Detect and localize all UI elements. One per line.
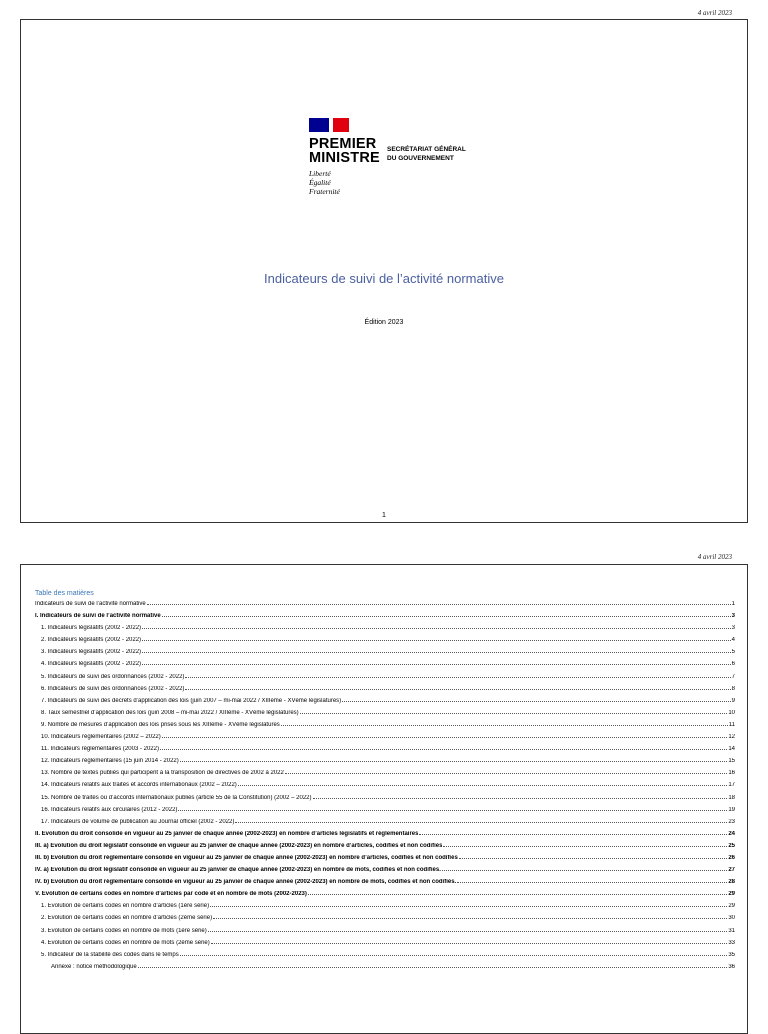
toc-entry[interactable] — [35, 625, 735, 637]
toc-page — [20, 564, 748, 1034]
toc-entry-page: 12 — [728, 734, 735, 741]
toc-entry[interactable] — [35, 952, 735, 964]
toc-entry-label: 2. Indicateurs législatifs (2002 - 2022) — [41, 637, 142, 644]
toc-entry-label: Annexe : notice méthodologique — [51, 963, 137, 970]
toc-entry[interactable] — [35, 940, 735, 952]
toc-entry[interactable] — [35, 915, 735, 927]
toc-entry-label: IV. b) Évolution du droit réglementaire consolidé en vigueur au 25 janvier de chaque année (2002-2023) en nombre de mots, codifiés et non codifiés. — [35, 879, 457, 886]
toc-entry-label: 15. Nombre de traités ou d’accords internationaux publiés (article 55 de la Constitution) (2002 – 2022) — [41, 794, 312, 801]
toc-entry-page: 9 — [731, 697, 735, 704]
toc-entry-page: 6 — [731, 661, 735, 668]
header-date-page2: 4 avril 2023 — [697, 553, 732, 561]
toc-leader-dots — [285, 773, 727, 774]
toc-entry[interactable] — [35, 661, 735, 673]
toc-entry-label: 5. Indicateur de la stabilité des codes dans le temps — [41, 951, 179, 958]
toc-entry[interactable] — [35, 879, 735, 891]
toc-entry[interactable] — [35, 698, 735, 710]
table-of-contents — [35, 601, 735, 976]
toc-leader-dots — [442, 870, 727, 871]
toc-entry-label: 11. Indicateurs réglementaires (2003 - 2022) — [41, 746, 159, 753]
toc-entry-label: IV. a) Évolution du droit législatif consolidé en vigueur au 25 janvier de chaque année (2002-2023) en nombre de mots, codifiés et non codifiés. — [35, 867, 441, 874]
toc-entry-page: 4 — [731, 637, 735, 644]
toc-entry[interactable] — [35, 795, 735, 807]
toc-leader-dots — [300, 713, 728, 714]
toc-entry[interactable] — [35, 710, 735, 722]
document-title: Indicateurs de suivi de l’activité normative — [264, 271, 504, 286]
toc-leader-dots — [457, 882, 727, 883]
toc-entry-page: 5 — [731, 649, 735, 656]
toc-leader-dots — [459, 858, 728, 859]
toc-entry-page: 19 — [728, 806, 735, 813]
toc-leader-dots — [238, 785, 728, 786]
edition-label: Édition 2023 — [364, 319, 404, 326]
toc-entry[interactable] — [35, 891, 735, 903]
toc-entry-page: 29 — [728, 903, 735, 910]
toc-entry[interactable] — [35, 903, 735, 915]
toc-leader-dots — [211, 943, 728, 944]
toc-entry-label: 17. Indicateurs de volume de publication au Journal officiel (2002 - 2022) — [41, 818, 235, 825]
toc-entry[interactable] — [35, 867, 735, 879]
toc-entry-page: 23 — [728, 818, 735, 825]
toc-entry-label: 3. Indicateurs législatifs (2002 - 2022) — [41, 649, 142, 656]
toc-entry-page: 3 — [731, 625, 735, 632]
toc-leader-dots — [308, 894, 727, 895]
toc-entry-page: 3 — [731, 613, 735, 620]
toc-entry[interactable] — [35, 770, 735, 782]
toc-entry-page: 36 — [728, 963, 735, 970]
toc-entry-label: 12. Indicateurs réglementaires (15 juin 2014 - 2022) — [41, 758, 179, 765]
toc-heading: Table des matières — [35, 590, 94, 597]
toc-entry[interactable] — [35, 601, 735, 613]
toc-entry[interactable] — [35, 964, 735, 976]
toc-leader-dots — [178, 810, 727, 811]
toc-entry[interactable] — [35, 928, 735, 940]
toc-leader-dots — [180, 761, 728, 762]
toc-leader-dots — [235, 822, 727, 823]
toc-entry[interactable] — [35, 722, 735, 734]
toc-leader-dots — [142, 628, 731, 629]
toc-entry[interactable] — [35, 855, 735, 867]
toc-entry-label: 2. Évolution de certains codes en nombre d’articles (2ème série) — [41, 915, 213, 922]
toc-entry-label: I. Indicateurs de suivi de l’activité normative — [35, 613, 161, 620]
toc-entry-page: 30 — [728, 915, 735, 922]
logo-title: PREMIER MINISTRE — [309, 136, 380, 166]
toc-entry-label: V. Évolution de certains codes en nombre d’articles par code et en nombre de mots (2002-2023) — [35, 891, 307, 898]
toc-entry-page: 18 — [728, 794, 735, 801]
toc-leader-dots — [147, 604, 731, 605]
toc-leader-dots — [213, 918, 727, 919]
toc-entry-page: 15 — [728, 758, 735, 765]
toc-entry-page: 27 — [728, 867, 735, 874]
toc-entry[interactable] — [35, 807, 735, 819]
toc-entry-page: 35 — [728, 951, 735, 958]
toc-entry-label: 16. Indicateurs relatifs aux circulaires (2012 - 2022) — [41, 806, 178, 813]
toc-leader-dots — [185, 689, 730, 690]
toc-entry-page: 7 — [731, 673, 735, 680]
toc-leader-dots — [180, 955, 728, 956]
toc-entry[interactable] — [35, 819, 735, 831]
toc-entry[interactable] — [35, 831, 735, 843]
toc-entry-label: 14. Indicateurs relatifs aux traités et accords internationaux (2002 – 2022) — [41, 782, 237, 789]
toc-entry[interactable] — [35, 843, 735, 855]
toc-entry-label: 3. Évolution de certains codes en nombre de mots (1ère série) — [41, 927, 207, 934]
page-number: 1 — [382, 512, 386, 519]
toc-entry-label: III. b) Évolution du droit réglementaire consolidé en vigueur au 25 janvier de chaque année (2002-2023) en nombre d’articles, codifiés et non codifiés — [35, 854, 458, 861]
toc-entry-page: 24 — [728, 830, 735, 837]
toc-entry[interactable] — [35, 649, 735, 661]
toc-entry-label: 9. Nombre de mesures d’application des lois prises sous les XIIIème - XVème législatures — [41, 721, 280, 728]
toc-entry-page: 29 — [728, 891, 735, 898]
toc-entry-page: 11 — [728, 721, 735, 728]
toc-leader-dots — [142, 652, 731, 653]
toc-leader-dots — [210, 906, 727, 907]
toc-entry[interactable] — [35, 637, 735, 649]
toc-entry-page: 28 — [728, 879, 735, 886]
toc-entry[interactable] — [35, 782, 735, 794]
toc-leader-dots — [142, 664, 731, 665]
toc-leader-dots — [208, 931, 728, 932]
toc-entry[interactable] — [35, 674, 735, 686]
toc-entry[interactable] — [35, 734, 735, 746]
toc-entry[interactable] — [35, 613, 735, 625]
toc-leader-dots — [342, 701, 731, 702]
toc-leader-dots — [138, 967, 728, 968]
toc-entry-label: 13. Nombre de textes publiés qui participent à la transposition de directives de 2002 à 2022 — [41, 770, 284, 777]
toc-leader-dots — [162, 616, 731, 617]
toc-entry-label: 4. Indicateurs législatifs (2002 - 2022) — [41, 661, 142, 668]
toc-leader-dots — [142, 640, 731, 641]
toc-entry-page: 1 — [731, 601, 735, 607]
toc-entry-label: 4. Évolution de certains codes en nombre de mots (2ème série) — [41, 939, 210, 946]
toc-entry-page: 33 — [728, 939, 735, 946]
toc-entry-label: 1. Indicateurs législatifs (2002 - 2022) — [41, 625, 142, 632]
toc-entry-label: 6. Indicateurs de suivi des ordonnances (2002 - 2022) — [41, 685, 185, 692]
toc-entry[interactable] — [35, 746, 735, 758]
toc-entry[interactable] — [35, 686, 735, 698]
toc-entry-page: 17 — [728, 782, 735, 789]
toc-entry-page: 16 — [728, 770, 735, 777]
toc-entry-label: 5. Indicateurs de suivi des ordonnances (2002 - 2022) — [41, 673, 185, 680]
republic-motto: Liberté Égalité Fraternité — [309, 169, 340, 196]
toc-entry-label: Indicateurs de suivi de l’activité normative — [35, 601, 146, 607]
secretariat-label: SECRÉTARIAT GÉNÉRAL DU GOUVERNEMENT — [387, 146, 466, 162]
toc-leader-dots — [160, 749, 727, 750]
toc-entry-label: 7. Indicateurs de suivi des décrets d’application des lois (juin 2007 – mi-mai 2022 / XIIIème - XVème législatures) — [41, 697, 342, 704]
toc-entry-page: 25 — [728, 842, 735, 849]
toc-leader-dots — [419, 834, 727, 835]
toc-entry[interactable] — [35, 758, 735, 770]
toc-entry-page: 14 — [728, 746, 735, 753]
toc-entry-label: 8. Taux semestriel d’application des lois (juin 2008 – mi-mai 2022 / XIIIème - XVème législatures) — [41, 709, 299, 716]
toc-leader-dots — [443, 846, 727, 847]
marianne-flag-icon — [309, 118, 349, 132]
toc-entry-label: 1. Évolution de certains codes en nombre d’articles (1ère série) — [41, 903, 210, 910]
cover-page — [20, 19, 748, 523]
toc-entry-label: II. Évolution du droit consolidé en vigueur au 25 janvier de chaque année (2002-2023) en nombre d’articles législatifs et réglementaires — [35, 830, 419, 837]
toc-entry-label: III. a) Évolution du droit législatif consolidé en vigueur au 25 janvier de chaque année (2002-2023) en nombre d’articles, codifiés et non codifiés — [35, 842, 443, 849]
toc-leader-dots — [185, 677, 730, 678]
toc-entry-label: 10. Indicateurs réglementaires (2002 – 2022) — [41, 734, 161, 741]
toc-leader-dots — [313, 798, 728, 799]
toc-entry-page: 10 — [728, 709, 735, 716]
header-date: 4 avril 2023 — [697, 9, 732, 17]
toc-entry-page: 31 — [728, 927, 735, 934]
toc-entry-page: 8 — [731, 685, 735, 692]
toc-leader-dots — [162, 737, 728, 738]
toc-leader-dots — [281, 725, 728, 726]
toc-entry-page: 26 — [728, 854, 735, 861]
